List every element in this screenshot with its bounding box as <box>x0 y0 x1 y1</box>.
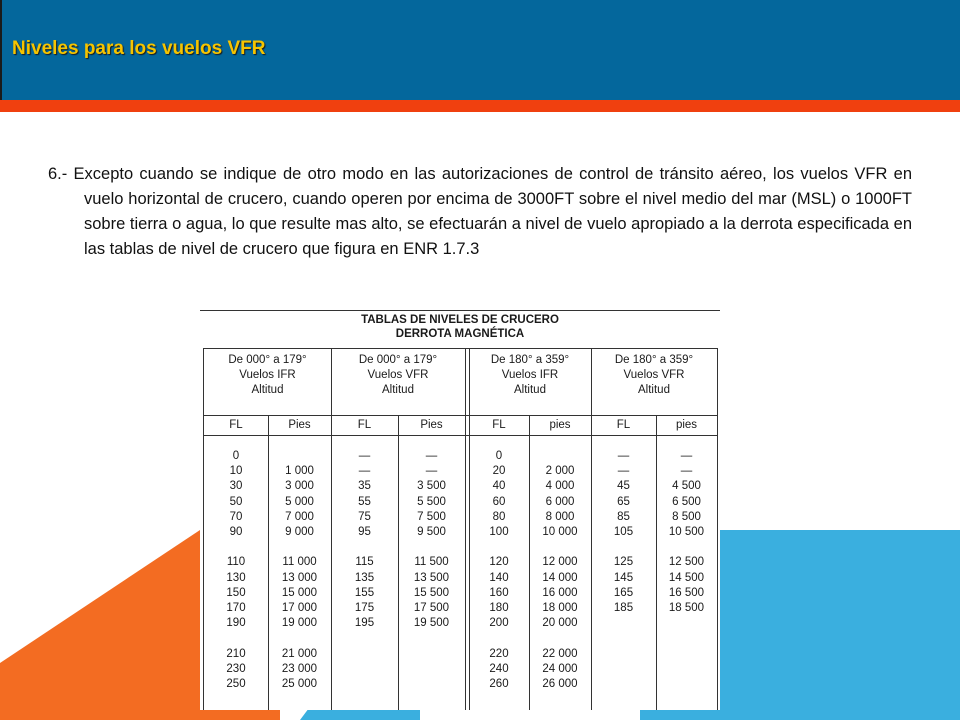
table-cell <box>268 540 331 555</box>
table-cell: 18 500 <box>668 602 705 615</box>
table-cell: 45 <box>617 480 630 493</box>
table-cell: 70 <box>229 510 243 523</box>
table-cell: 19 500 <box>413 617 450 630</box>
table-cell: 14 000 <box>542 571 578 584</box>
table-cell <box>529 540 591 555</box>
table-title-line2: DERROTA MAGNÉTICA <box>395 328 525 340</box>
table-cell: 50 <box>229 495 243 508</box>
table-cell: 230 <box>226 662 246 675</box>
table-cell: — <box>358 450 371 462</box>
table-cell: 250 <box>226 678 246 691</box>
table-cell: 240 <box>489 662 509 675</box>
table-cell: 60 <box>492 495 506 508</box>
column-header: FL <box>616 419 631 431</box>
table-cell: 5 000 <box>285 495 314 508</box>
table-cell: 20 <box>492 465 506 478</box>
table-cell: 65 <box>617 495 630 508</box>
table-cell: 0 <box>232 450 240 462</box>
group-header: De 000° a 179° Vuelos VFR Altitud <box>358 354 438 396</box>
table-cell: 140 <box>489 571 509 584</box>
table-cell: 24 000 <box>542 662 578 675</box>
table-cell: 190 <box>226 617 246 630</box>
column-header: pies <box>675 419 698 431</box>
table-cell: 12 000 <box>542 556 578 569</box>
table-cell: 125 <box>613 556 634 569</box>
table-cell: 9 000 <box>285 526 314 539</box>
table-cell: 40 <box>492 480 506 493</box>
table-cell: 20 000 <box>542 617 578 630</box>
table-cell: — <box>358 465 371 478</box>
table-cell: 120 <box>489 556 509 569</box>
table-cell: — <box>425 465 438 478</box>
table-cell: 17 000 <box>281 602 318 615</box>
table-column-values <box>398 449 465 631</box>
table-cell <box>591 540 656 555</box>
table-cell: 55 <box>358 495 371 508</box>
table-cell: 5 500 <box>417 495 446 508</box>
table-cell <box>398 540 465 555</box>
table-cell <box>529 449 591 464</box>
table-cell: 15 000 <box>281 586 318 599</box>
table-cell: 10 500 <box>668 526 705 539</box>
table-cell: 22 000 <box>542 647 578 660</box>
table-cell <box>529 631 591 646</box>
column-header: Pies <box>420 419 443 431</box>
table-cell: 220 <box>489 647 509 660</box>
table-cell: 0 <box>495 450 503 462</box>
table-cell: 18 000 <box>542 602 578 615</box>
table-cell <box>656 540 717 555</box>
table-cell: 35 <box>358 480 371 493</box>
table-cell: 165 <box>613 586 634 599</box>
table-cell: 30 <box>229 480 243 493</box>
table-cell <box>469 631 529 646</box>
table-column-values <box>529 449 591 692</box>
table-grid <box>203 348 718 710</box>
table-cell: — <box>680 450 693 462</box>
table-cell: — <box>680 465 693 478</box>
table-cell <box>204 631 268 646</box>
table-cell: 14 500 <box>668 571 705 584</box>
column-header: pies <box>549 419 571 431</box>
table-cell: 16 500 <box>668 586 705 599</box>
table-cell <box>268 631 331 646</box>
table-cell: 110 <box>226 556 246 569</box>
table-cell: 2 000 <box>545 465 575 478</box>
table-cell: 8 500 <box>672 510 701 523</box>
table-cell: 3 500 <box>417 480 446 493</box>
group-header: De 180° a 359° Vuelos IFR Altitud <box>490 354 570 396</box>
column-header: Pies <box>288 419 311 431</box>
group-header: De 000° a 179° Vuelos IFR Altitud <box>228 354 307 396</box>
table-cell: 11 500 <box>414 556 449 569</box>
table-cell: 3 000 <box>285 480 314 493</box>
table-cell: 10 000 <box>542 526 578 539</box>
table-cell: 210 <box>226 647 246 660</box>
table-column-values <box>331 449 398 631</box>
table-cell: 80 <box>492 510 506 523</box>
table-cell: 11 000 <box>282 556 317 569</box>
table-column-values <box>204 449 268 692</box>
table-cell <box>331 540 398 555</box>
table-cell: 15 500 <box>413 586 450 599</box>
table-column-values <box>656 449 717 616</box>
column-header: FL <box>492 419 506 431</box>
table-cell: 115 <box>355 556 374 569</box>
table-cell: — <box>425 450 438 462</box>
table-column-values <box>469 449 529 692</box>
table-cell: 17 500 <box>413 602 450 615</box>
table-cell: 6 000 <box>545 495 575 508</box>
table-cell: 155 <box>354 586 375 599</box>
table-cell: 19 000 <box>281 617 318 630</box>
grid-row-line <box>204 435 717 436</box>
table-cell: 12 500 <box>668 556 705 569</box>
slide-title: Niveles para los vuelos VFR <box>12 38 266 59</box>
table-cell: 10 <box>229 465 243 478</box>
table-cell: 260 <box>489 678 509 691</box>
table-cell: 130 <box>226 571 246 584</box>
table-column-values <box>268 449 331 692</box>
table-cell: 105 <box>613 526 634 539</box>
table-cell: 8 000 <box>545 510 575 523</box>
table-cell: 170 <box>226 602 246 615</box>
table-cell: 23 000 <box>281 662 318 675</box>
column-header: FL <box>357 419 372 431</box>
grid-divider <box>465 349 466 710</box>
table-cell: 185 <box>613 602 634 615</box>
table-cell: 180 <box>489 602 509 615</box>
table-cell: 4 000 <box>545 480 575 493</box>
header-accent-stripe <box>0 100 960 112</box>
table-cell: 90 <box>229 526 243 539</box>
grid-row-line <box>204 415 717 416</box>
table-cell: 75 <box>358 510 371 523</box>
table-cell: — <box>617 450 630 462</box>
table-cell: 145 <box>613 571 634 584</box>
table-title-line1: TABLAS DE NIVELES DE CRUCERO <box>361 314 559 326</box>
table-cell: 85 <box>617 510 630 523</box>
table-cell: 100 <box>489 526 509 539</box>
table-cell: 160 <box>489 586 509 599</box>
table-cell: 7 500 <box>417 510 446 523</box>
table-cell: 16 000 <box>542 586 578 599</box>
table-cell: — <box>617 465 630 478</box>
table-cell: 150 <box>226 586 246 599</box>
table-cell: 175 <box>354 602 375 615</box>
table-cell: 1 000 <box>285 465 314 478</box>
table-cell <box>268 449 331 464</box>
group-header: De 180° a 359° Vuelos VFR Altitud <box>614 354 694 396</box>
table-cell: 135 <box>354 571 375 584</box>
table-cell: 200 <box>489 617 509 630</box>
column-header: FL <box>229 419 243 431</box>
table-cell: 7 000 <box>285 510 314 523</box>
table-cell: 21 000 <box>281 647 318 660</box>
table-cell <box>204 540 268 555</box>
table-cell: 95 <box>358 526 371 539</box>
table-cell: 26 000 <box>542 678 578 691</box>
table-top-rule <box>200 310 720 311</box>
table-cell: 13 500 <box>413 571 450 584</box>
table-cell: 6 500 <box>672 495 701 508</box>
table-column-values <box>591 449 656 616</box>
table-cell: 25 000 <box>281 678 318 691</box>
body-paragraph: 6.- Excepto cuando se indique de otro modo en las autorizaciones de control de tránsito aéreo, los vuelos VFR en vuelo horizontal de crucero, cuando operen por encima de 3000FT sobre el nivel medio del mar (MSL) o 1000FT sobre tierra o agua, lo que resulte mas alto, se efectuarán a nivel de vuelo apropiado a la derrota especificada en las tablas de nivel de crucero que figura en ENR 1.7.3 <box>48 165 912 258</box>
slide-header <box>0 0 960 100</box>
table-cell: 4 500 <box>672 480 701 493</box>
table-cell <box>469 540 529 555</box>
table-title <box>200 313 720 341</box>
table-cell: 195 <box>354 617 375 630</box>
table-cell: 13 000 <box>281 571 318 584</box>
cruise-levels-table-image <box>200 306 720 710</box>
table-cell: 9 500 <box>417 526 446 539</box>
